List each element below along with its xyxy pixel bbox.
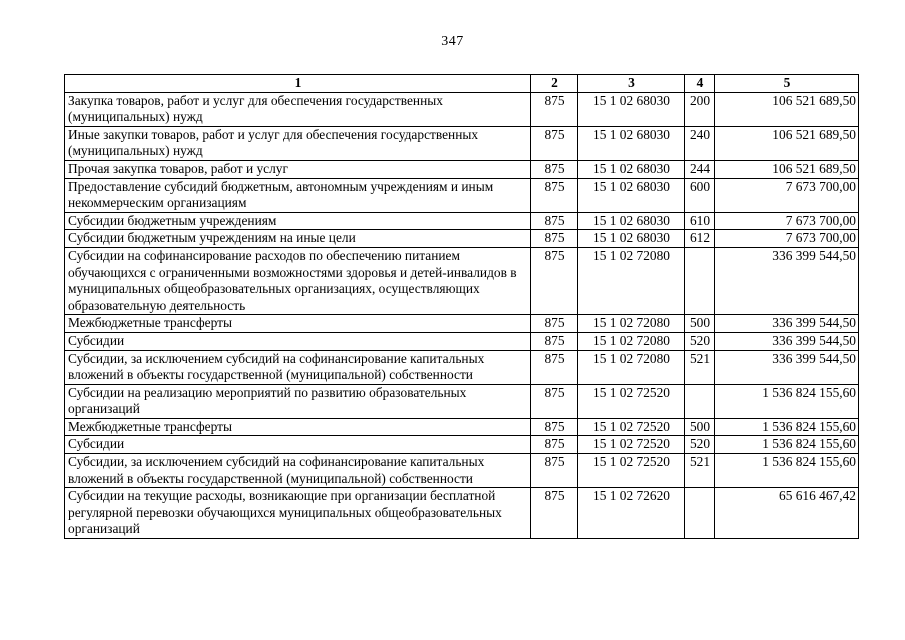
row-csr-cell: 15 1 02 72080 bbox=[578, 315, 685, 333]
row-vr-cell: 612 bbox=[685, 230, 715, 248]
row-csr-cell: 15 1 02 68030 bbox=[578, 212, 685, 230]
row-chapter-cell: 875 bbox=[531, 418, 578, 436]
row-chapter-cell: 875 bbox=[531, 488, 578, 539]
table-row bbox=[65, 92, 859, 126]
row-name-cell: Прочая закупка товаров, работ и услуг bbox=[65, 160, 531, 178]
row-amount-cell: 65 616 467,42 bbox=[715, 488, 859, 539]
row-vr-cell: 200 bbox=[685, 92, 715, 126]
row-csr-cell: 15 1 02 72080 bbox=[578, 350, 685, 384]
table-row bbox=[65, 126, 859, 160]
row-vr-cell: 521 bbox=[685, 454, 715, 488]
row-amount-cell: 1 536 824 155,60 bbox=[715, 454, 859, 488]
table-row bbox=[65, 384, 859, 418]
header-name: 1 bbox=[65, 75, 531, 93]
table-row bbox=[65, 230, 859, 248]
table-row bbox=[65, 178, 859, 212]
row-chapter-cell: 875 bbox=[531, 178, 578, 212]
row-vr-cell: 520 bbox=[685, 436, 715, 454]
row-amount-cell: 336 399 544,50 bbox=[715, 332, 859, 350]
row-csr-cell: 15 1 02 68030 bbox=[578, 178, 685, 212]
row-vr-cell: 240 bbox=[685, 126, 715, 160]
table-row bbox=[65, 332, 859, 350]
row-name-cell: Субсидии, за исключением субсидий на софинансирование капитальных вложений в объекты государственной (муниципальной) собственности bbox=[65, 454, 531, 488]
row-vr-cell: 520 bbox=[685, 332, 715, 350]
row-name-cell: Межбюджетные трансферты bbox=[65, 418, 531, 436]
row-name-cell: Субсидии bbox=[65, 332, 531, 350]
table-row bbox=[65, 488, 859, 539]
row-name-cell: Межбюджетные трансферты bbox=[65, 315, 531, 333]
row-amount-cell: 106 521 689,50 bbox=[715, 92, 859, 126]
row-csr-cell: 15 1 02 72520 bbox=[578, 454, 685, 488]
row-amount-cell: 336 399 544,50 bbox=[715, 315, 859, 333]
row-csr-cell: 15 1 02 72080 bbox=[578, 247, 685, 314]
row-chapter-cell: 875 bbox=[531, 454, 578, 488]
header-vr: 4 bbox=[685, 75, 715, 93]
table-row bbox=[65, 418, 859, 436]
row-csr-cell: 15 1 02 72520 bbox=[578, 436, 685, 454]
row-csr-cell: 15 1 02 72080 bbox=[578, 332, 685, 350]
row-chapter-cell: 875 bbox=[531, 350, 578, 384]
row-amount-cell: 7 673 700,00 bbox=[715, 178, 859, 212]
row-name-cell: Субсидии, за исключением субсидий на софинансирование капитальных вложений в объекты государственной (муниципальной) собственности bbox=[65, 350, 531, 384]
row-chapter-cell: 875 bbox=[531, 384, 578, 418]
row-csr-cell: 15 1 02 72520 bbox=[578, 384, 685, 418]
row-amount-cell: 106 521 689,50 bbox=[715, 160, 859, 178]
row-csr-cell: 15 1 02 68030 bbox=[578, 160, 685, 178]
row-chapter-cell: 875 bbox=[531, 212, 578, 230]
table-row bbox=[65, 212, 859, 230]
header-amount: 5 bbox=[715, 75, 859, 93]
table-row bbox=[65, 160, 859, 178]
row-csr-cell: 15 1 02 68030 bbox=[578, 92, 685, 126]
row-csr-cell: 15 1 02 68030 bbox=[578, 230, 685, 248]
budget-table bbox=[64, 74, 859, 539]
header-row bbox=[65, 75, 859, 93]
row-amount-cell: 1 536 824 155,60 bbox=[715, 436, 859, 454]
table-row bbox=[65, 436, 859, 454]
table-header bbox=[65, 75, 859, 93]
table-body bbox=[65, 92, 859, 538]
row-vr-cell: 610 bbox=[685, 212, 715, 230]
row-vr-cell bbox=[685, 384, 715, 418]
row-amount-cell: 7 673 700,00 bbox=[715, 212, 859, 230]
row-name-cell: Субсидии на реализацию мероприятий по развитию образовательных организаций bbox=[65, 384, 531, 418]
header-csr: 3 bbox=[578, 75, 685, 93]
row-chapter-cell: 875 bbox=[531, 332, 578, 350]
row-csr-cell: 15 1 02 72620 bbox=[578, 488, 685, 539]
row-vr-cell: 521 bbox=[685, 350, 715, 384]
row-name-cell: Предоставление субсидий бюджетным, автономным учреждениям и иным некоммерческим организациям bbox=[65, 178, 531, 212]
row-amount-cell: 7 673 700,00 bbox=[715, 230, 859, 248]
table-row bbox=[65, 350, 859, 384]
header-chapter: 2 bbox=[531, 75, 578, 93]
page-number: 347 bbox=[441, 34, 464, 49]
row-vr-cell: 600 bbox=[685, 178, 715, 212]
row-amount-cell: 336 399 544,50 bbox=[715, 350, 859, 384]
row-chapter-cell: 875 bbox=[531, 92, 578, 126]
row-name-cell: Субсидии на софинансирование расходов по обеспечению питанием обучающихся с ограниченными возможностями здоровья и детей-инвалидов в муниципальных общеобразовательных организациях, осуществляющих образовательную деятельность bbox=[65, 247, 531, 314]
row-vr-cell bbox=[685, 247, 715, 314]
row-vr-cell: 500 bbox=[685, 418, 715, 436]
row-amount-cell: 1 536 824 155,60 bbox=[715, 384, 859, 418]
row-vr-cell: 244 bbox=[685, 160, 715, 178]
row-vr-cell bbox=[685, 488, 715, 539]
table-row bbox=[65, 454, 859, 488]
row-name-cell: Субсидии bbox=[65, 436, 531, 454]
row-amount-cell: 106 521 689,50 bbox=[715, 126, 859, 160]
table-row bbox=[65, 315, 859, 333]
row-name-cell: Иные закупки товаров, работ и услуг для обеспечения государственных (муниципальных) нужд bbox=[65, 126, 531, 160]
row-chapter-cell: 875 bbox=[531, 436, 578, 454]
row-name-cell: Закупка товаров, работ и услуг для обеспечения государственных (муниципальных) нужд bbox=[65, 92, 531, 126]
row-name-cell: Субсидии на текущие расходы, возникающие при организации бесплатной регулярной перевозки обучающихся муниципальных общеобразовательных организаций bbox=[65, 488, 531, 539]
row-csr-cell: 15 1 02 72520 bbox=[578, 418, 685, 436]
row-name-cell: Субсидии бюджетным учреждениям на иные цели bbox=[65, 230, 531, 248]
row-chapter-cell: 875 bbox=[531, 230, 578, 248]
row-chapter-cell: 875 bbox=[531, 247, 578, 314]
row-name-cell: Субсидии бюджетным учреждениям bbox=[65, 212, 531, 230]
row-chapter-cell: 875 bbox=[531, 126, 578, 160]
row-amount-cell: 1 536 824 155,60 bbox=[715, 418, 859, 436]
row-csr-cell: 15 1 02 68030 bbox=[578, 126, 685, 160]
row-vr-cell: 500 bbox=[685, 315, 715, 333]
row-chapter-cell: 875 bbox=[531, 160, 578, 178]
table-row bbox=[65, 247, 859, 314]
row-amount-cell: 336 399 544,50 bbox=[715, 247, 859, 314]
row-chapter-cell: 875 bbox=[531, 315, 578, 333]
